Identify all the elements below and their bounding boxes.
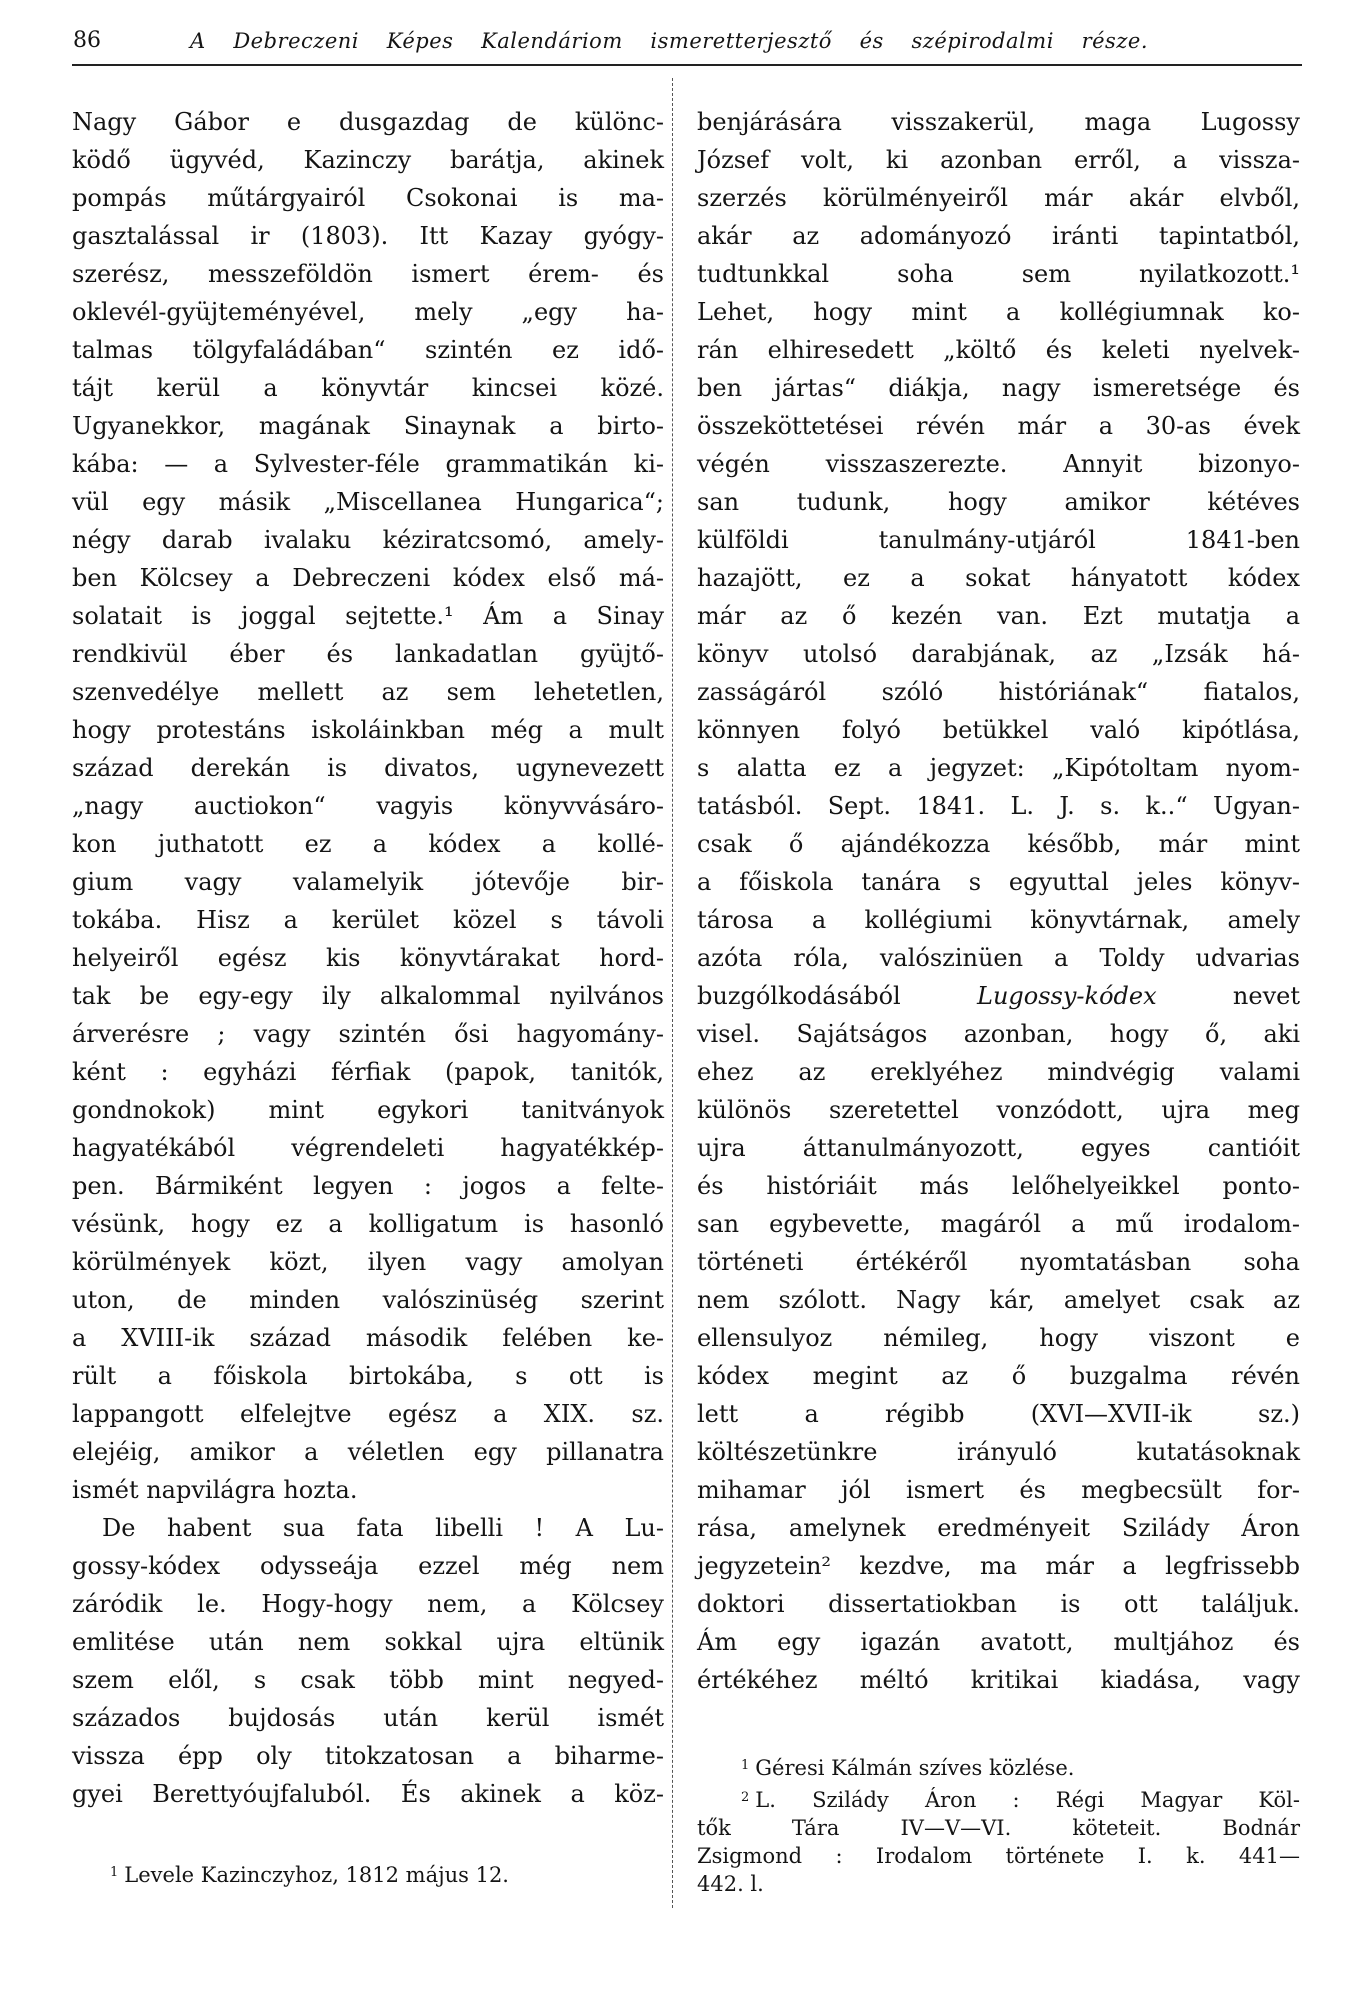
text-line: négy darab ivalaku kéziratcsomó, amely- [72,526,664,554]
text-line: De habent sua fata libelli ! A Lu- [102,1514,664,1542]
text-line: ben Kölcsey a Debreczeni kódex első má- [72,564,664,592]
text-line: hazajött, ez a sokat hányatott kódex [697,564,1300,592]
text-line: végén visszaszerezte. Annyit bizonyo- [697,450,1300,478]
text-line: rült a főiskola birtokába, s ott is [72,1362,664,1390]
text-line: mihamar jól ismert és megbecsült for- [697,1476,1300,1504]
footnote-line [697,1750,1300,1782]
text-line: jegyzetein² kezdve, ma már a legfrissebb [697,1552,1300,1580]
page-number: 86 [73,28,101,53]
text-line: gyei Berettyóujfaluból. És akinek a köz- [72,1780,664,1808]
text-line: szerész, messzeföldön ismert érem- és [72,260,664,288]
text-line: vésünk, hogy ez a kolligatum is hasonló [72,1210,664,1238]
text-line: pompás műtárgyairól Csokonai is ma- [72,184,664,212]
text-line: zasságáról szóló históriának“ fiatalos, [697,678,1300,706]
text-line: san tudunk, hogy amikor kétéves [697,488,1300,516]
text-line: tak be egy-egy ily alkalommal nyilvános [72,982,664,1010]
text-line: ként : egyházi férfiak (papok, tanitók, [72,1058,664,1086]
text-line: kódex megint az ő buzgalma révén [697,1362,1300,1390]
text-line: gossy-kódex odysseája ezzel még nem [72,1552,664,1580]
text-line: század derekán is divatos, ugynevezett [72,754,664,782]
text-line: tatásból. Sept. 1841. L. J. s. k..“ Ugyan- [697,792,1300,820]
text-line: benjárására visszakerül, maga Lugossy [697,108,1300,136]
text-line: s alatta ez a jegyzet: „Kipótoltam nyom- [697,754,1300,782]
text-line: ismét napvilágra hozta. [72,1476,358,1504]
text-line: záródik le. Hogy-hogy nem, a Kölcsey [72,1590,664,1618]
text-line: lappangott elfelejtve egész a XIX. sz. [72,1400,664,1428]
text-line: tudtunkkal soha sem nyilatkozott.¹ [697,260,1300,288]
text-line: és históriáit más lelőhelyeikkel ponto- [697,1172,1300,1200]
text-line [697,977,1300,1015]
footnote-line [697,1782,1300,1814]
text-line: könyv utolsó darabjának, az „Izsák há- [697,640,1300,668]
text-line: elejéig, amikor a véletlen egy pillanatra [72,1438,664,1466]
footnote-text: L. Szilády Áron : Régi Magyar Köl- [755,1788,1300,1812]
text-line: könnyen folyó betükkel való kipótlása, [697,716,1300,744]
text-line: hagyatékából végrendeleti hagyatékkép- [72,1134,664,1162]
text-line: történeti értékéről nyomtatásban soha [697,1248,1300,1276]
text-line: Ugyanekkor, magának Sinaynak a birto- [72,412,664,440]
footnote-text: Zsigmond : Irodalom története I. k. 441— [697,1844,1300,1868]
column-divider [672,78,673,1908]
text-line: tárosa a kollégiumi könyvtárnak, amely [697,906,1300,934]
footnote-text: 442. l. [697,1872,764,1896]
footnote-marker: 1 [741,1758,750,1773]
text-line: árverésre ; vagy szintén ősi hagyomány- [72,1020,664,1048]
text-line: helyeiről egész kis könyvtárakat hord- [72,944,664,972]
text-line: külföldi tanulmány-utjáról 1841-ben [697,526,1300,554]
text-line: csak ő ajándékozza később, már mint [697,830,1300,858]
text-line: József volt, ki azonban erről, a vissza- [697,146,1300,174]
text-line: „nagy auctiokon“ vagyis könyvvásáro- [72,792,664,820]
text-line: Lehet, hogy mint a kollégiumnak ko- [697,298,1300,326]
text-line: összeköttetései révén már a 30-as évek [697,412,1300,440]
text-line: solatait is joggal sejtette.¹ Ám a Sinay [72,602,664,630]
footnote-line [697,1814,1300,1842]
text-line: rán elhiresedett „költő és keleti nyelvek- [697,336,1300,364]
text-line: gasztalással ir (1803). Itt Kazay gyógy- [72,222,664,250]
text-line: ehez az ereklyéhez mindvégig valami [697,1058,1300,1086]
text-line: tájt kerül a könyvtár kincsei közé. [72,374,664,402]
text-line: költészetünkre irányuló kutatásoknak [697,1438,1300,1466]
footnote-marker: 1 [110,1865,119,1880]
text-segment: buzgólkodásából [697,982,978,1010]
text-line: gondnokok) mint egykori tanitványok [72,1096,664,1124]
italic-title: Lugossy-kódex [977,982,1157,1010]
text-line: kába: — a Sylvester-féle grammatikán ki- [72,450,664,478]
text-line: Ám egy igazán avatott, multjához és [697,1628,1300,1656]
text-line: oklevél-gyüjteményével, mely „egy ha- [72,298,664,326]
text-line: san egybevette, magáról a mű irodalom- [697,1210,1300,1238]
text-line: vissza épp oly titokzatosan a biharme- [72,1742,664,1770]
text-line: nem szólott. Nagy kár, amelyet csak az [697,1286,1300,1314]
text-line: már az ő kezén van. Ezt mutatja a [697,602,1300,630]
text-line: szenvedélye mellett az sem lehetetlen, [72,678,664,706]
text-line: szem elől, s csak több mint negyed- [72,1666,664,1694]
text-line: a főiskola tanára s egyuttal jeles könyv- [697,868,1300,896]
text-line: doktori dissertatiokban is ott találjuk. [697,1590,1300,1618]
text-line: rendkivül éber és lankadatlan gyüjtő- [72,640,664,668]
text-line: vül egy másik „Miscellanea Hungarica“; [72,488,664,516]
footnote-text: tők Tára IV—V—VI. köteteit. Bodnár [697,1816,1300,1840]
text-line: különös szeretettel vonzódott, ujra meg [697,1096,1300,1124]
text-line: körülmények közt, ilyen vagy amolyan [72,1248,664,1276]
header-rule [72,64,1302,66]
text-line: akár az adományozó iránti tapintatból, [697,222,1300,250]
text-line: ben jártas“ diákja, nagy ismeretsége és [697,374,1300,402]
text-line: emlitése után nem sokkal ujra eltünik [72,1628,664,1656]
text-line: százados bujdosás után kerül ismét [72,1704,664,1732]
left-footnotes [110,1857,635,1889]
footnote-line [110,1857,635,1889]
text-line: visel. Sajátságos azonban, hogy ő, aki [697,1020,1300,1048]
left-column [72,103,664,1813]
text-line: pen. Bármiként legyen : jogos a felte- [72,1172,664,1200]
right-footnotes [697,1750,1300,1898]
footnote-text: Géresi Kálmán szíves közlése. [755,1756,1075,1780]
text-line: ujra áttanulmányozott, egyes cantióit [697,1134,1300,1162]
text-line: ellensulyoz némileg, hogy viszont e [697,1324,1300,1352]
footnote-line [697,1842,1300,1870]
text-line: lett a régibb (XVI—XVII-ik sz.) [697,1400,1300,1428]
running-title: A Debreczeni Képes Kalendáriom ismeretterjesztő és szépirodalmi része. [190,29,1148,53]
text-line: szerzés körülményeiről már akár elvből, [697,184,1300,212]
footnote-text: Levele Kazinczyhoz, 1812 május 12. [124,1863,509,1887]
text-line: rása, amelynek eredményeit Szilády Áron [697,1514,1300,1542]
text-line: hogy protestáns iskoláinkban még a mult [72,716,664,744]
text-line: Nagy Gábor e dusgazdag de különc- [72,108,664,136]
text-line: kon juthatott ez a kódex a kollé- [72,830,664,858]
text-line: uton, de minden valószinüség szerint [72,1286,664,1314]
text-line: értékéhez méltó kritikai kiadása, vagy [697,1666,1300,1694]
text-line: a XVIII-ik század második felében ke- [72,1324,664,1352]
text-line: gium vagy valamelyik jótevője bir- [72,868,664,896]
footnote-marker: 2 [741,1790,750,1805]
text-line: azóta róla, valószinüen a Toldy udvarias [697,944,1300,972]
text-line: talmas tölgyfaládában“ szintén ez idő- [72,336,664,364]
right-column [697,103,1300,1699]
text-line: ködő ügyvéd, Kazinczy barátja, akinek [72,146,664,174]
footnote-line [697,1870,1300,1898]
text-segment: nevet [1156,982,1300,1010]
text-line: tokába. Hisz a kerület közel s távoli [72,906,664,934]
